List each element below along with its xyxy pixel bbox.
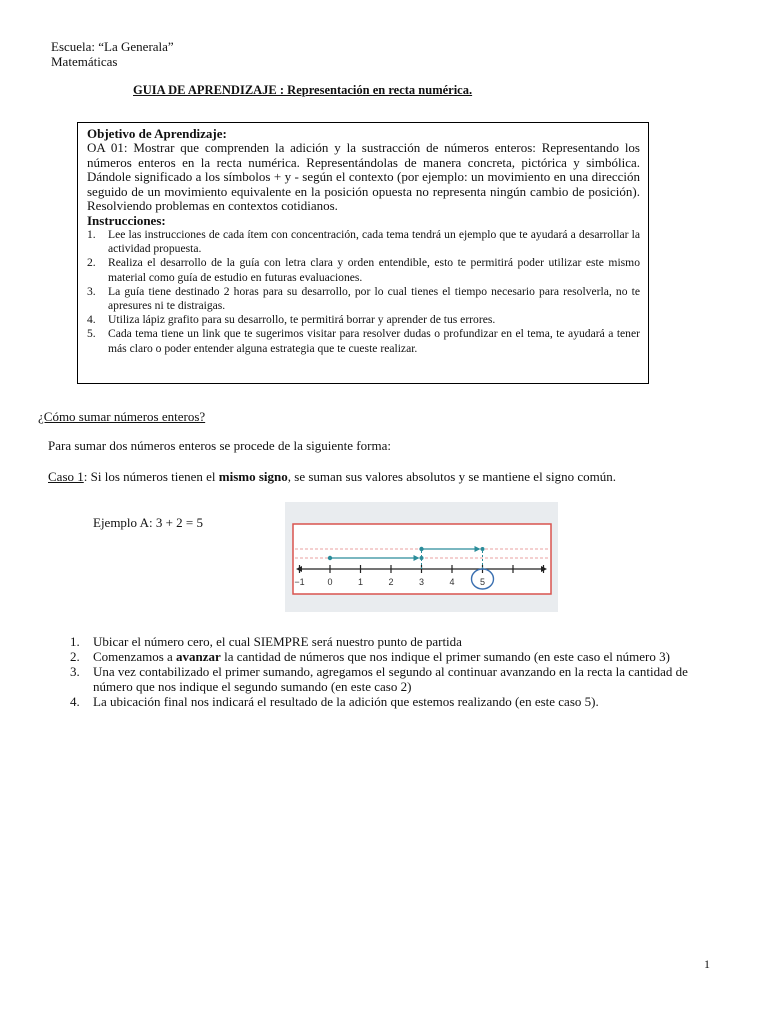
- school-name: Escuela: “La Generala”: [51, 39, 174, 54]
- step-text: Comenzamos a: [93, 649, 177, 664]
- case1-text-end: , se suman sus valores absolutos y se mantiene el signo común.: [287, 469, 616, 484]
- case1-label: Caso 1: [48, 469, 84, 484]
- step-number: 2.: [70, 649, 80, 664]
- instruction-number: 4.: [87, 313, 96, 327]
- instruction-number: 5.: [87, 327, 96, 341]
- instruction-text: Realiza el desarrollo de la guía con letra clara y orden entendible, esto te permitirá poder utilizar este mismo material como guía de estudio en futuras evaluaciones.: [108, 256, 640, 284]
- step-text: Una vez contabilizado el primer sumando, agregamos el segundo al continuar avanzando en la recta la cantidad de número que nos indique el segundo sumando (en este caso 2): [93, 664, 688, 694]
- instruction-item: [87, 228, 640, 256]
- tick-label: −1: [294, 577, 305, 587]
- intro-text: Para sumar dos números enteros se procede de la siguiente forma:: [48, 438, 391, 453]
- step-number: 4.: [70, 694, 80, 709]
- objective-box: [77, 122, 649, 384]
- instruction-number: 2.: [87, 256, 96, 270]
- instruction-text: La guía tiene destinado 2 horas para su desarrollo, por lo cual tienes el tiempo necesario para resolverla, no te apresures ni te distraigas.: [108, 284, 640, 312]
- step-text: Ubicar el número cero, el cual SIEMPRE será nuestro punto de partida: [93, 634, 462, 649]
- page-number: 1: [704, 957, 710, 971]
- tick-label: 1: [357, 577, 364, 587]
- step-item: [70, 634, 710, 649]
- tick-label: 0: [327, 577, 333, 587]
- subject-name: Matemáticas: [51, 54, 118, 69]
- instruction-text: Lee las instrucciones de cada ítem con concentración, cada tema tendrá un ejemplo que te ayudará a desarrollar la actividad propuesta.: [108, 227, 640, 256]
- instruction-number: 3.: [87, 284, 96, 298]
- instruction-item: [87, 285, 640, 313]
- number-line-figure: [285, 502, 558, 612]
- steps-list: [70, 634, 710, 709]
- case1-paragraph: [48, 469, 708, 484]
- instructions-list: [87, 228, 640, 356]
- objective-text: OA 01: Mostrar que comprenden la adición y la sustracción de números enteros: Representando los números enteros en la recta numérica. Representándolas de manera concreta, pictórica y simbólica. Dándole significado a los símbolos + y - según el contexto (por ejemplo: un movimiento en una dirección seguido de un movimiento equivalente en la posición opuesta no representa ningún cambio de posición). Resolviendo problemas en contextos cotidianos.: [87, 140, 640, 214]
- step-text: La ubicación final nos indicará el resultado de la adición que estemos realizando (en este caso 5).: [93, 694, 599, 709]
- instruction-number: 1.: [87, 227, 96, 241]
- instruction-text: Utiliza lápiz grafito para su desarrollo, te permitirá borrar y aprender de tus errores.: [108, 313, 496, 327]
- instruction-item: [87, 327, 640, 355]
- instruction-text: Cada tema tiene un link que te sugerimos visitar para resolver dudas o profundizar en el tema, te ayudará a tener más claro o poder entender alguna estrategia que te cueste realizar.: [108, 327, 640, 355]
- tick-label: 2: [388, 577, 394, 587]
- step-number: 3.: [70, 664, 80, 679]
- page-title: GUIA DE APRENDIZAJE : Representación en recta numérica.: [133, 83, 473, 97]
- tick-label: 3: [418, 577, 425, 587]
- objective-heading: Objetivo de Aprendizaje:: [87, 126, 227, 141]
- tick-label: 5: [479, 577, 486, 587]
- case1-bold: mismo signo: [218, 469, 288, 484]
- instruction-item: [87, 256, 640, 284]
- step-item: [70, 649, 710, 664]
- step-item: [70, 664, 710, 694]
- instruction-item: [87, 313, 640, 327]
- tick-label: 4: [449, 577, 455, 587]
- step-item: [70, 694, 710, 709]
- step-text-end: la cantidad de números que nos indique el primer sumando (en este caso el número 3): [220, 649, 670, 664]
- section-heading: ¿Cómo sumar números enteros?: [38, 409, 206, 424]
- instructions-heading: Instrucciones:: [87, 212, 166, 228]
- case1-text: : Si los números tienen el: [83, 469, 219, 484]
- step-bold: avanzar: [176, 649, 221, 664]
- arrow-start-dot: [328, 556, 332, 560]
- example-label: Ejemplo A: 3 + 2 = 5: [93, 515, 203, 530]
- step-number: 1.: [70, 634, 80, 649]
- number-line-svg: [285, 502, 558, 612]
